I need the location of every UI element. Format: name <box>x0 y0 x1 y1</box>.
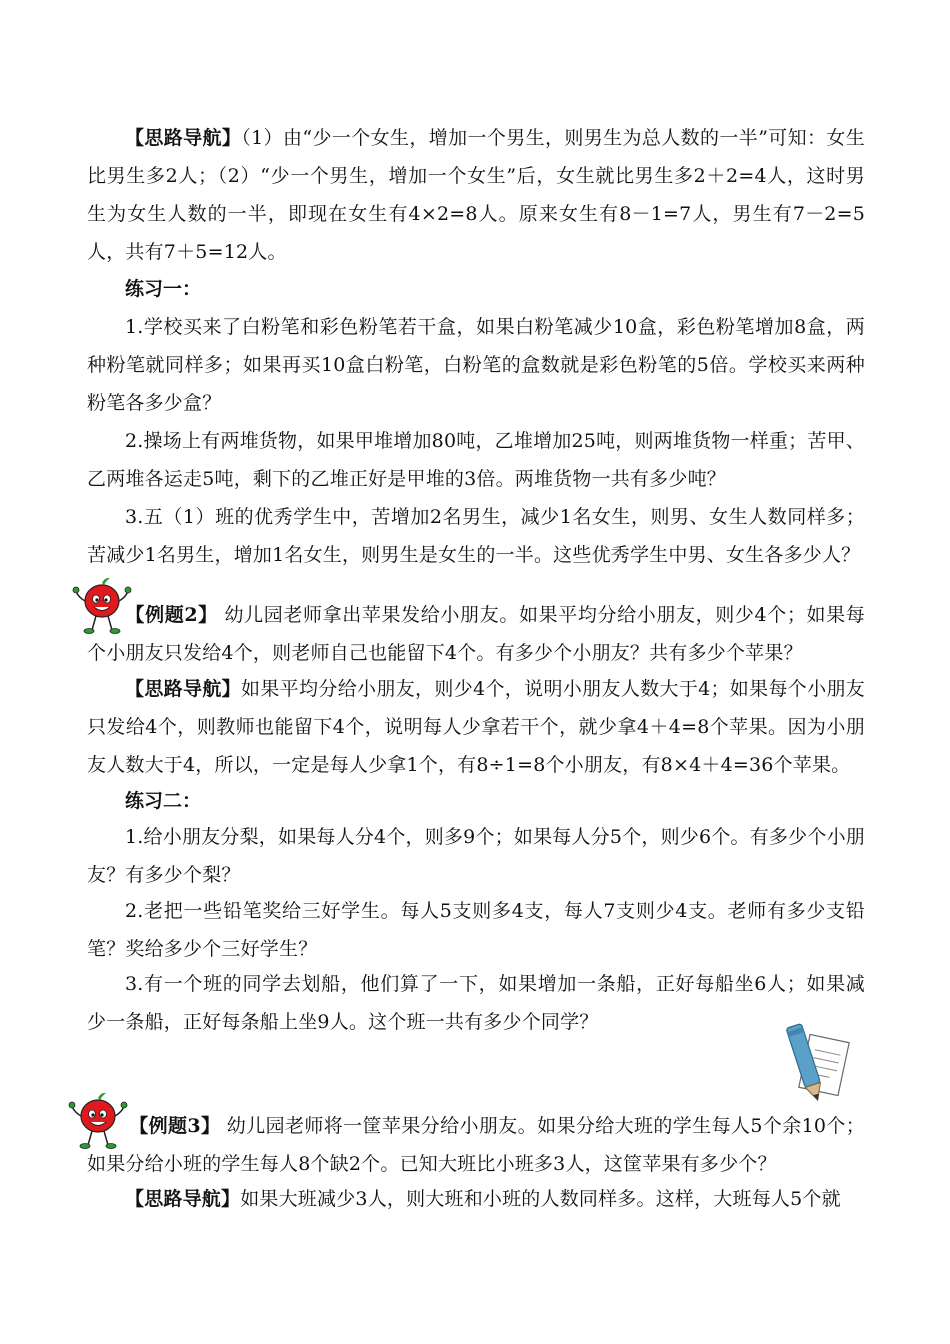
exercise2-item-1: 1.给小朋友分梨，如果每人分4个，则多9个；如果每人分5个，则少6个。有多少个小朋友？有多少个梨？ <box>87 826 865 886</box>
exercise1-item-1: 1.学校买来了白粉笔和彩色粉笔若干盒，如果白粉笔减少10盒，彩色粉笔增加8盒，两种粉笔就同样多；如果再买10盒白粉笔，白粉笔的盒数就是彩色粉笔的5倍。学校买来两种粉笔各多少盒？ <box>87 316 865 414</box>
exercise1-item-3: 3.五（1）班的优秀学生中，苦增加2名男生，减少1名女生，则男、女生人数同样多；苦减少1名男生，增加1名女生，则男生是女生的一半。这些优秀学生中男、女生各多少人？ <box>87 506 865 566</box>
example3-guide <box>87 1180 865 1218</box>
exercise1-title: 练习一： <box>125 278 202 300</box>
example3-text: 幼儿园老师将一筐苹果分给小朋友。如果分给大班的学生每人5个余10个；如果分给小班的学生每人8个缺2个。已知大班比小班多3人，这筐苹果有多少个？ <box>87 1115 865 1175</box>
exercise2-item-3: 3.有一个班的同学去划船，他们算了一下，如果增加一条船，正好每船坐6人；如果减少一条船，正好每条船上坐9人。这个班一共有多少个同学？ <box>87 973 865 1033</box>
example2-block <box>87 596 865 672</box>
guide-label: 【思路导航】 <box>125 127 242 149</box>
guide-label: 【思路导航】 <box>125 1188 241 1210</box>
pencil-notepad-icon <box>780 1020 852 1106</box>
exercise2-item-2: 2.老把一些铅笔奖给三好学生。每人5支则多4支，每人7支则少4支。老师有多少支铅笔？奖给多少个三好学生？ <box>87 900 865 960</box>
example3-label: 【例题3】 <box>129 1115 221 1137</box>
exercise2-title: 练习二： <box>125 790 202 812</box>
example3-block <box>87 1107 865 1183</box>
exercise1-item-2: 2.操场上有两堆货物，如果甲堆增加80吨，乙堆增加25吨，则两堆货物一样重；苦甲、乙两堆各运走5吨，剩下的乙堆正好是甲堆的3倍。两堆货物一共有多少吨？ <box>87 430 865 490</box>
example2-text: 幼儿园老师拿出苹果发给小朋友。如果平均分给小朋友，则少4个；如果每个小朋友只发给4个，则老师自己也能留下4个。有多少个小朋友？共有多少个苹果？ <box>87 604 865 664</box>
guide-text: 如果平均分给小朋友，则少4个，说明小朋友人数大于4；如果每个小朋友只发给4个，则教师也能留下4个，说明每人少拿若干个，就少拿4＋4=8个苹果。因为小朋友人数大于4，所以，一定是每人少拿1个，有8÷1=8个小朋友，有8×4＋4=36个苹果。 <box>87 678 865 776</box>
example2-guide <box>87 670 865 784</box>
section1-guide <box>87 119 865 271</box>
guide-text: 如果大班减少3人，则大班和小班的人数同样多。这样，大班每人5个就 <box>240 1188 841 1210</box>
guide-text: （1）由“少一个女生，增加一个男生，则男生为总人数的一半”可知：女生比男生多2人；（2）“少一个男生，增加一个女生”后，女生就比男生多2＋2=4人，这时男生为女生人数的一半，即现在女生有4×2=8人。原来女生有8－1=7人，男生有7－2=5人，共有7＋5=12人。 <box>87 127 865 263</box>
example2-label: 【例题2】 <box>125 604 218 626</box>
guide-label: 【思路导航】 <box>125 678 242 700</box>
